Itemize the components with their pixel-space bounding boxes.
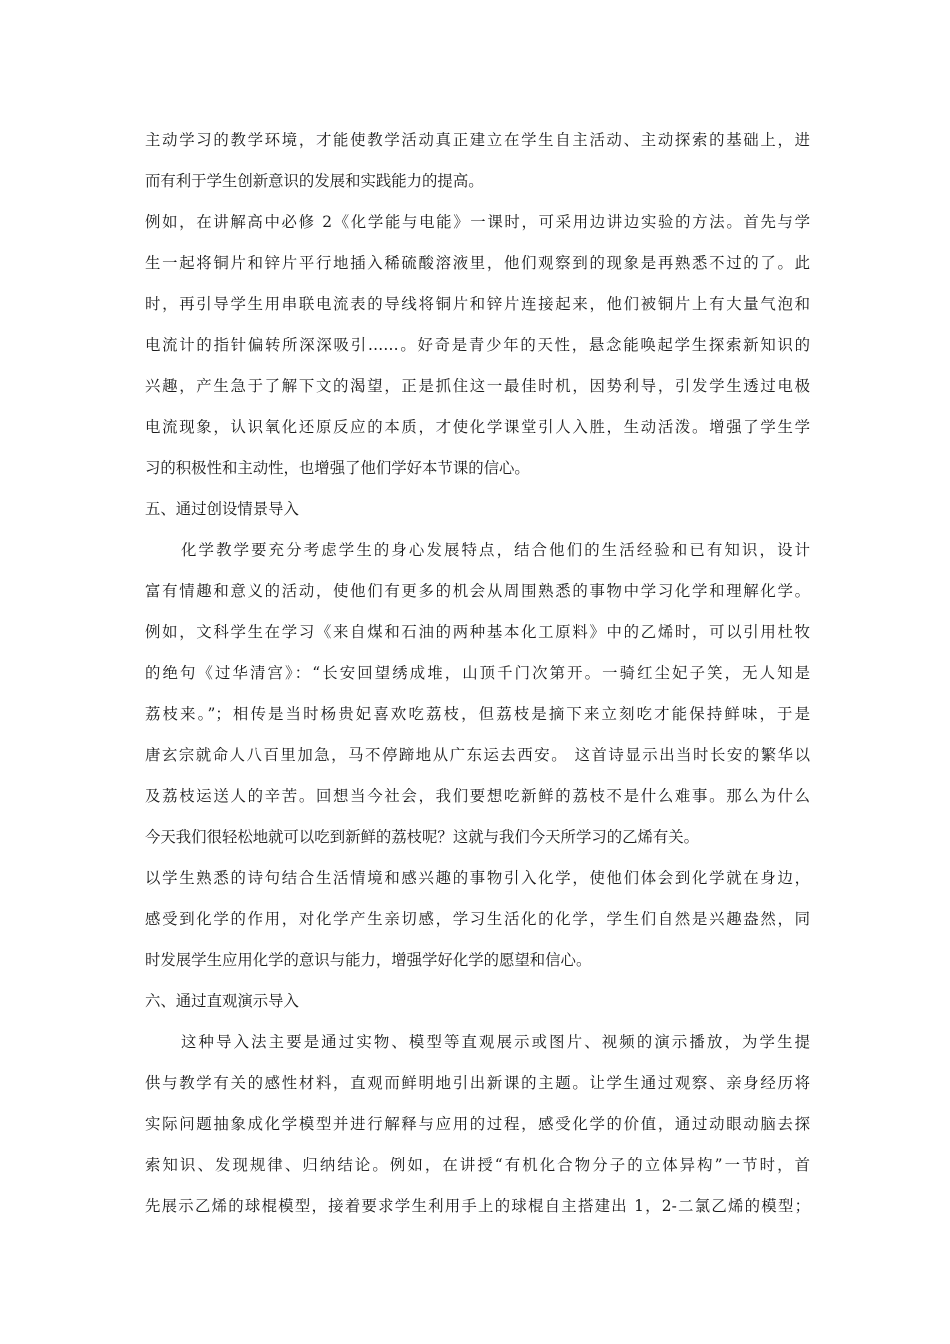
text-line: 化学教学要充分考虑学生的身心发展特点，结合他们的生活经验和已有知识，设计: [181, 541, 810, 559]
text-line: 电流现象，认识氧化还原反应的本质，才使化学课堂引人入胜，生动活泼。增强了学生学: [145, 418, 810, 436]
text-line: 电流计的指针偏转所深深吸引……。好奇是青少年的天性，悬念能唤起学生探索新知识的: [145, 336, 810, 354]
text-line: 习的积极性和主动性，也增强了他们学好本节课的信心。: [145, 459, 530, 477]
text-line: 唐玄宗就命人八百里加急，马不停蹄地从广东运去西安。 这首诗显示出当时长安的繁华以: [145, 746, 810, 764]
text-line: 这种导入法主要是通过实物、模型等直观展示或图片、视频的演示播放，为学生提: [181, 1033, 810, 1051]
text-line: 例如，在讲解高中必修 2《化学能与电能》一课时，可采用边讲边实验的方法。首先与学: [145, 213, 810, 231]
text-line: 实际问题抽象成化学模型并进行解释与应用的过程，感受化学的价值，通过动眼动脑去探: [145, 1115, 810, 1133]
text-line: 以学生熟悉的诗句结合生活情境和感兴趣的事物引入化学，使他们体会到化学就在身边，: [145, 869, 810, 887]
text-line: 而有利于学生创新意识的发展和实践能力的提高。: [145, 172, 484, 190]
text-line: 六、通过直观演示导入: [145, 992, 299, 1010]
text-line: 先展示乙烯的球棍模型，接着要求学生利用手上的球棍自主搭建出 1，2-二氯乙烯的模型；: [145, 1197, 810, 1215]
text-line: 及荔枝运送人的辛苦。回想当今社会，我们要想吃新鲜的荔枝不是什么难事。那么为什么: [145, 787, 810, 805]
text-line: 生一起将铜片和锌片平行地插入稀硫酸溶液里，他们观察到的现象是再熟悉不过的了。此: [145, 254, 810, 272]
text-line: 五、通过创设情景导入: [145, 500, 299, 518]
text-line: 索知识、发现规律、归纳结论。例如，在讲授“有机化合物分子的立体异构”一节时，首: [145, 1156, 810, 1174]
document-page: [145, 120, 810, 1227]
text-line: 富有情趣和意义的活动，使他们有更多的机会从周围熟悉的事物中学习化学和理解化学。: [145, 582, 810, 600]
text-line: 的绝句《过华清宫》：“长安回望绣成堆，山顶千门次第开。一骑红尘妃子笑，无人知是: [145, 664, 810, 682]
text-line: 时发展学生应用化学的意识与能力，增强学好化学的愿望和信心。: [145, 951, 592, 969]
text-line: 例如，文科学生在学习《来自煤和石油的两种基本化工原料》中的乙烯时，可以引用杜牧: [145, 623, 810, 641]
text-line: 主动学习的教学环境，才能使教学活动真正建立在学生自主活动、主动探索的基础上，进: [145, 131, 810, 149]
text-line: 供与教学有关的感性材料，直观而鲜明地引出新课的主题。让学生通过观察、亲身经历将: [145, 1074, 810, 1092]
text-line: 荔枝来。”；相传是当时杨贵妃喜欢吃荔枝，但荔枝是摘下来立刻吃才能保持鲜味，于是: [145, 705, 810, 723]
text-line: 时，再引导学生用串联电流表的导线将铜片和锌片连接起来，他们被铜片上有大量气泡和: [145, 295, 810, 313]
text-line: 兴趣，产生急于了解下文的渴望，正是抓住这一最佳时机，因势利导，引发学生透过电极: [145, 377, 810, 395]
text-line: 今天我们很轻松地就可以吃到新鲜的荔枝呢？这就与我们今天所学习的乙烯有关。: [145, 828, 700, 846]
text-line: 感受到化学的作用，对化学产生亲切感，学习生活化的化学，学生们自然是兴趣盎然，同: [145, 910, 810, 928]
